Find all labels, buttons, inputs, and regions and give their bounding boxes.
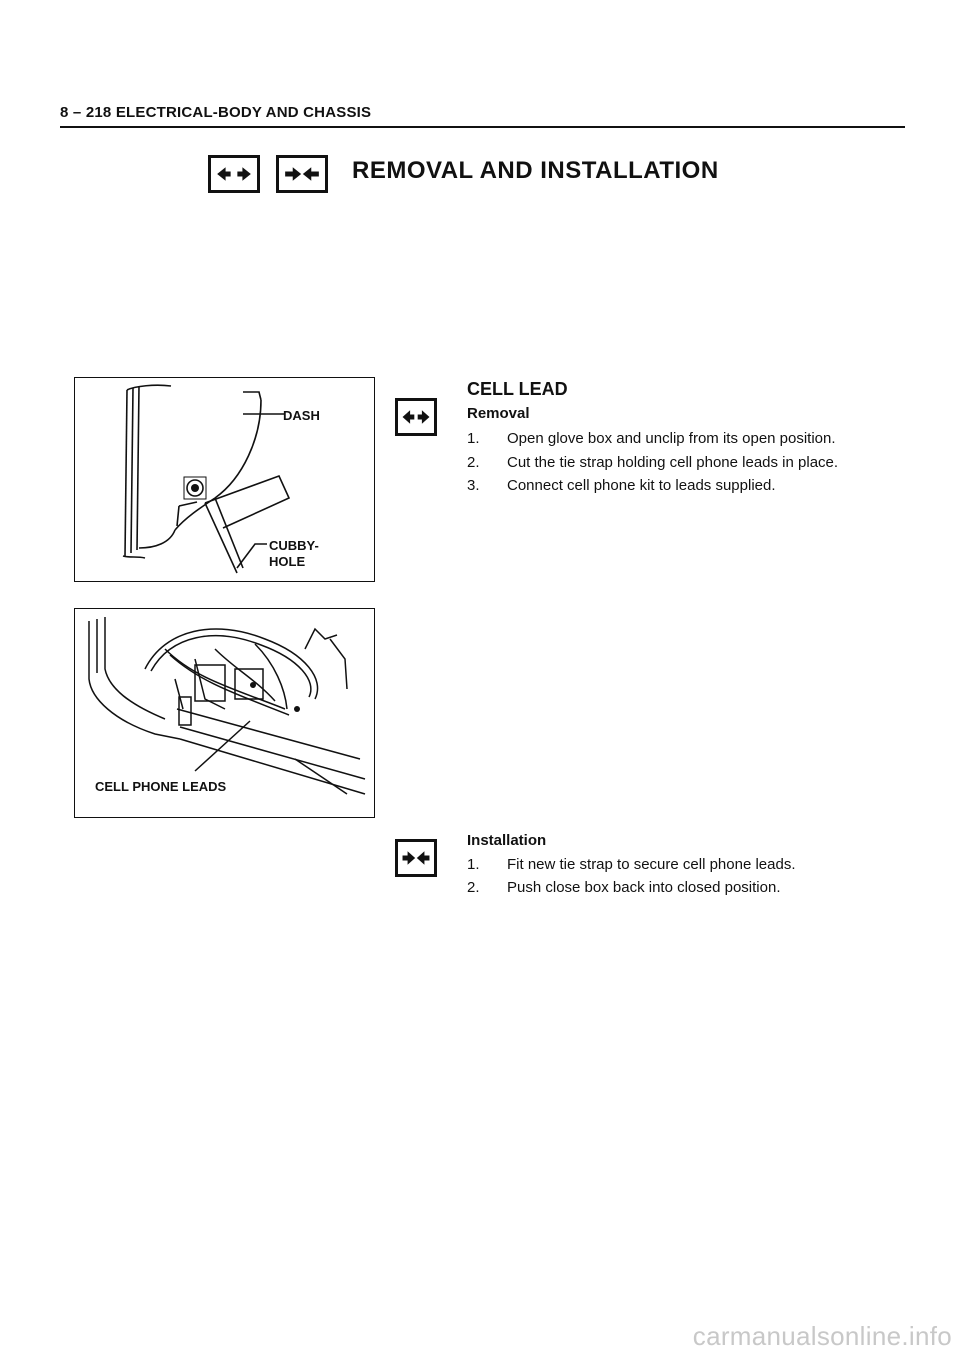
step-number: 3. bbox=[467, 477, 480, 494]
step-text: Cut the tie strap holding cell phone leads in place. bbox=[507, 454, 839, 471]
removal-step bbox=[467, 454, 838, 471]
dash-cubbyhole-drawing bbox=[75, 378, 373, 580]
step-text: Push close box back into closed position. bbox=[507, 879, 781, 896]
label-dash: DASH bbox=[283, 408, 320, 423]
label-cubby-hole-line1: CUBBY- bbox=[269, 538, 319, 553]
step-number: 1. bbox=[467, 430, 480, 447]
installation-arrows-inward-icon bbox=[276, 155, 328, 193]
label-cell-phone-leads: CELL PHONE LEADS bbox=[95, 779, 227, 794]
figure-cell-phone-leads bbox=[74, 608, 375, 818]
installation-heading: Installation bbox=[467, 832, 547, 849]
removal-step bbox=[467, 477, 776, 494]
removal-arrows-outward-icon bbox=[395, 398, 437, 436]
step-text: Open glove box and unclip from its open position. bbox=[507, 430, 836, 447]
step-text: Connect cell phone kit to leads supplied. bbox=[507, 477, 776, 494]
label-cubby-hole-line2: HOLE bbox=[269, 554, 306, 569]
step-number: 2. bbox=[467, 879, 480, 896]
removal-arrows-outward-icon bbox=[208, 155, 260, 193]
section-title: REMOVAL AND INSTALLATION bbox=[352, 157, 719, 184]
header-rule bbox=[60, 126, 905, 128]
watermark: carmanualsonline.info bbox=[692, 1321, 952, 1351]
step-number: 2. bbox=[467, 454, 480, 471]
page-header: 8 – 218 ELECTRICAL-BODY AND CHASSIS bbox=[60, 104, 372, 121]
installation-arrows-inward-icon bbox=[395, 839, 437, 877]
cell-lead-title: CELL LEAD bbox=[467, 379, 568, 399]
installation-step bbox=[467, 879, 781, 896]
figure-dash-cubbyhole bbox=[74, 377, 375, 582]
step-text: Fit new tie strap to secure cell phone leads. bbox=[507, 856, 796, 873]
step-number: 1. bbox=[467, 856, 480, 873]
installation-step bbox=[467, 856, 796, 873]
removal-heading: Removal bbox=[467, 405, 530, 422]
removal-step bbox=[467, 430, 836, 447]
